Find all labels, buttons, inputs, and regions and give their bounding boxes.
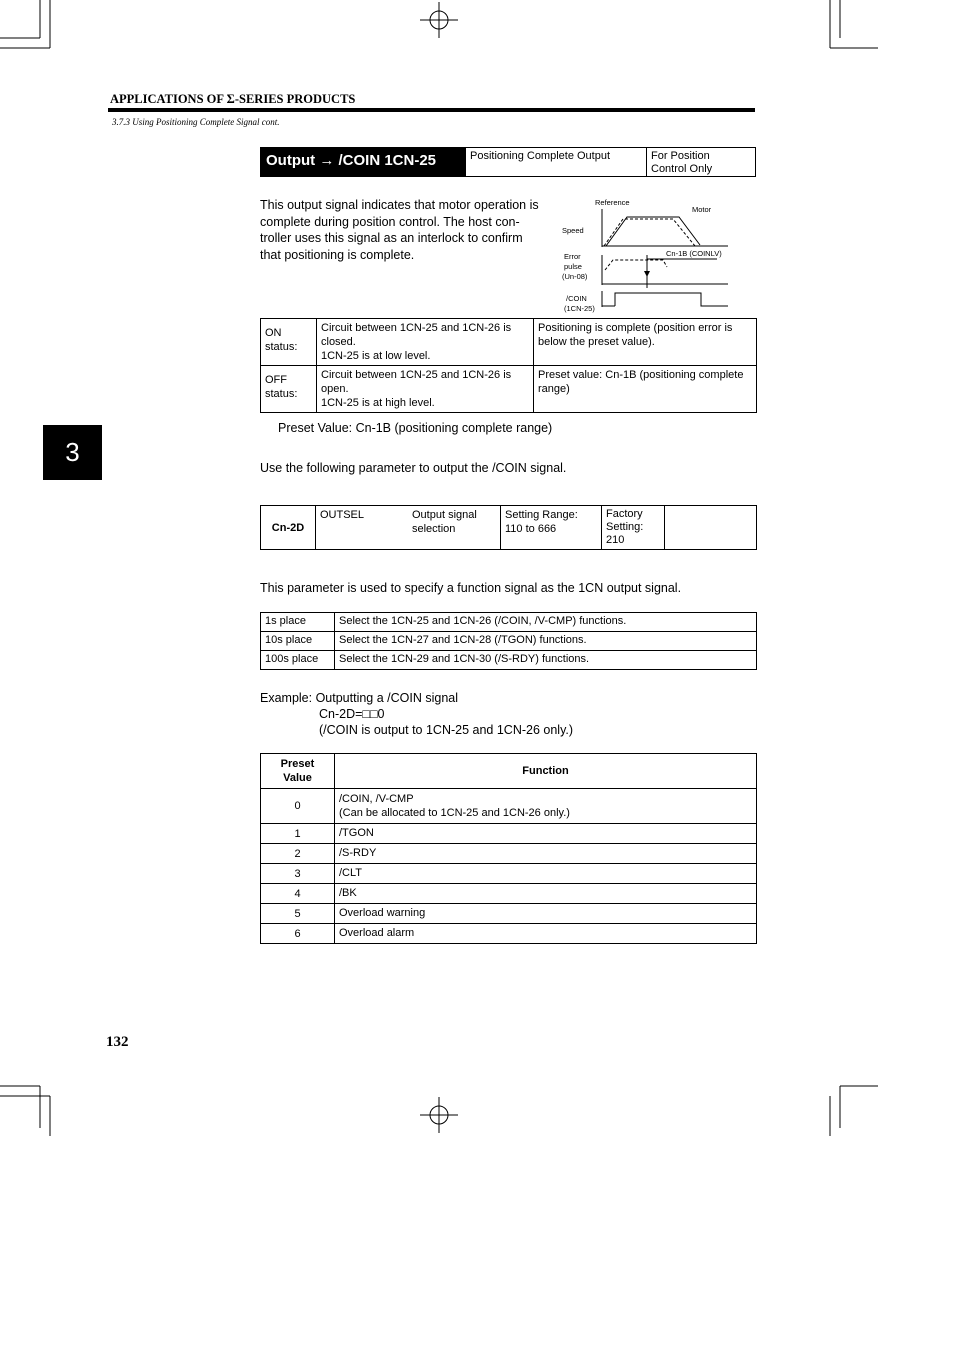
param-desc: Output signal selection <box>408 506 501 550</box>
preset-value: 5 <box>261 904 335 924</box>
function-row <box>261 824 757 844</box>
function-desc: Overload alarm <box>335 924 757 944</box>
function-desc: /TGON <box>335 824 757 844</box>
place-desc: Select the 1CN-29 and 1CN-30 (/S-RDY) functions. <box>335 651 757 670</box>
section-subhead: 3.7.3 Using Positioning Complete Signal cont. <box>112 117 280 127</box>
signal-name: Output → /COIN 1CN-25 <box>261 148 465 176</box>
label-cn1b: Cn-1B (COINLV) <box>666 249 722 258</box>
label-speed: Speed <box>562 226 584 235</box>
intro-paragraph: This output signal indicates that motor operation is complete during position control. The host con-troller uses this signal as an interlock to confirm that positioning is complete. <box>260 198 539 262</box>
status-state: ON status: <box>261 319 317 366</box>
place-label: 1s place <box>261 613 335 632</box>
preset-value: 2 <box>261 844 335 864</box>
place-desc: Select the 1CN-27 and 1CN-28 (/TGON) functions. <box>335 632 757 651</box>
function-row <box>261 844 757 864</box>
status-state: OFF status: <box>261 366 317 413</box>
label-coin: /COIN <box>566 294 587 303</box>
param-name: OUTSEL <box>316 506 409 550</box>
function-desc: Overload warning <box>335 904 757 924</box>
param-range: Setting Range: 110 to 666 <box>501 506 602 550</box>
use-parameter-text: Use the following parameter to output the /COIN signal. <box>260 461 567 475</box>
coin-timing-diagram <box>555 195 735 317</box>
label-un08: (Un-08) <box>562 272 588 281</box>
function-desc: /S-RDY <box>335 844 757 864</box>
label-motor: Motor <box>692 205 712 214</box>
preset-value: 4 <box>261 884 335 904</box>
function-row <box>261 884 757 904</box>
place-row <box>261 632 757 651</box>
param-code: Cn-2D <box>261 506 316 550</box>
function-row <box>261 789 757 824</box>
preset-value: 6 <box>261 924 335 944</box>
preset-value: 0 <box>261 789 335 824</box>
status-circuit: Circuit between 1CN-25 and 1CN-26 is open. 1CN-25 is at high level. <box>317 366 534 413</box>
function-desc: /COIN, /V-CMP (Can be allocated to 1CN-25 and 1CN-26 only.) <box>335 789 757 824</box>
status-table <box>260 318 757 413</box>
status-meaning: Positioning is complete (position error is below the preset value). <box>534 319 757 366</box>
function-row <box>261 904 757 924</box>
place-label: 10s place <box>261 632 335 651</box>
page-number: 132 <box>106 1034 129 1050</box>
label-1cn25: (1CN-25) <box>564 304 595 313</box>
header-function: Function <box>335 754 757 789</box>
place-row <box>261 613 757 632</box>
place-row <box>261 651 757 670</box>
preset-value: 3 <box>261 864 335 884</box>
status-circuit: Circuit between 1CN-25 and 1CN-26 is closed. 1CN-25 is at low level. <box>317 319 534 366</box>
function-header-row <box>261 754 757 789</box>
signal-description: Positioning Complete Output <box>465 148 646 176</box>
place-label: 100s place <box>261 651 335 670</box>
example-block: Example: Outputting a /COIN signal Cn-2D=□□0 (/COIN is output to 1CN-25 and 1CN-26 only.) <box>260 691 574 737</box>
digit-place-table <box>260 612 757 670</box>
place-desc: Select the 1CN-25 and 1CN-26 (/COIN, /V-CMP) functions. <box>335 613 757 632</box>
parameter-row <box>261 506 757 550</box>
parameter-paragraph: This parameter is used to specify a function signal as the 1CN output signal. <box>260 581 682 595</box>
preset-note: Preset Value: Cn-1B (positioning complete range) <box>278 421 553 435</box>
signal-scope: For Position Control Only <box>646 148 755 176</box>
header-rule <box>108 108 755 112</box>
status-meaning: Preset value: Cn-1B (positioning complete range) <box>534 366 757 413</box>
status-row-on <box>261 319 757 366</box>
param-empty <box>665 506 757 550</box>
function-desc: /BK <box>335 884 757 904</box>
function-row <box>261 864 757 884</box>
function-desc: /CLT <box>335 864 757 884</box>
header-preset-value: Preset Value <box>261 754 335 789</box>
param-factory: Factory Setting: 210 <box>602 506 665 550</box>
label-reference: Reference <box>595 198 630 207</box>
signal-box <box>260 147 756 177</box>
preset-value: 1 <box>261 824 335 844</box>
status-row-off <box>261 366 757 413</box>
label-error: Error <box>564 252 581 261</box>
chapter-tab: 3 <box>43 425 102 480</box>
function-row <box>261 924 757 944</box>
label-pulse: pulse <box>564 262 582 271</box>
parameter-table <box>260 505 757 550</box>
running-head: APPLICATIONS OF Σ-SERIES PRODUCTS <box>110 92 356 106</box>
function-table <box>260 753 757 944</box>
